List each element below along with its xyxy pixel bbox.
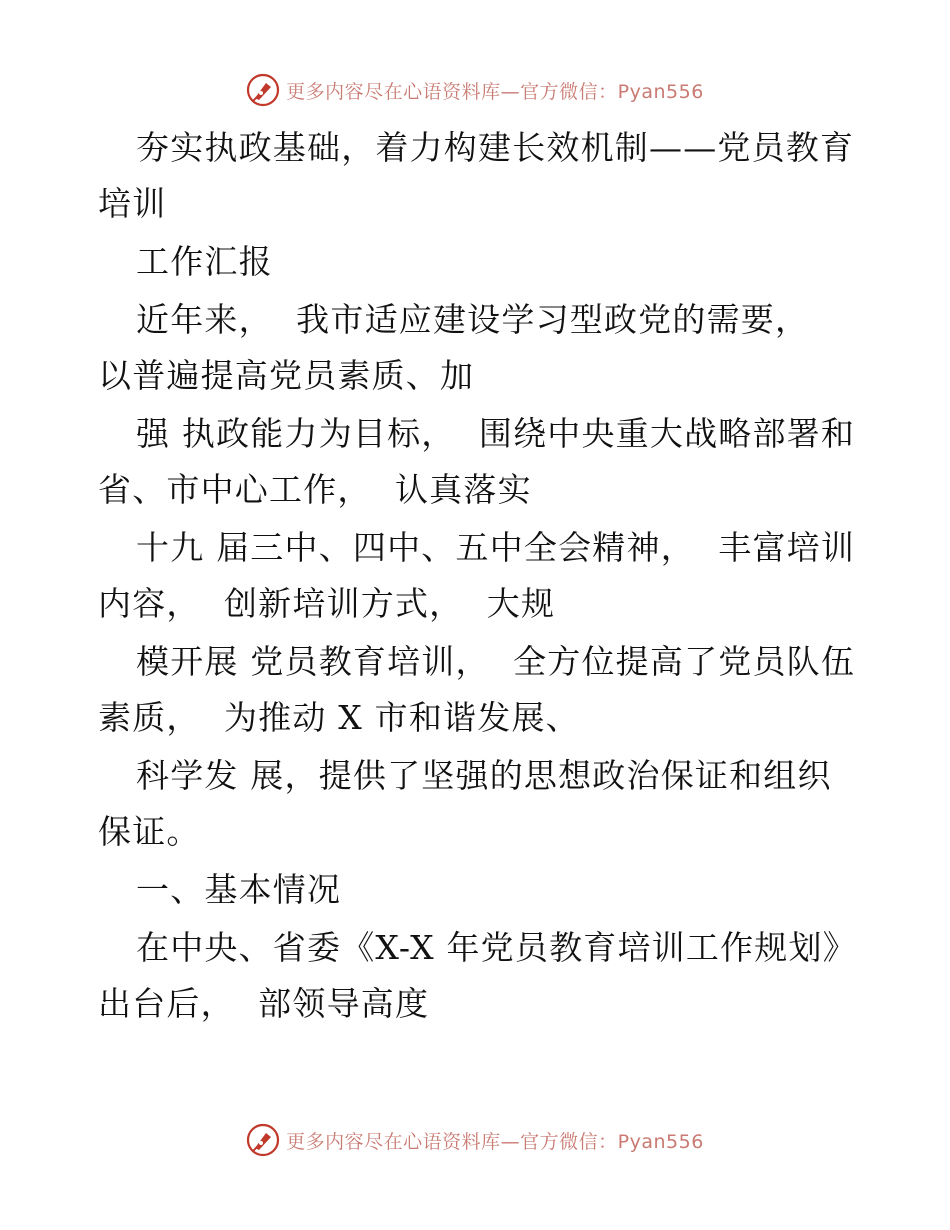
banner-text: 更多内容尽在心语资料库—官方微信：Pyan556 xyxy=(286,1130,704,1153)
pen-nib-logo-icon xyxy=(246,1123,280,1157)
document-body xyxy=(98,120,858,1034)
paragraph: 近年来， 我市适应建设学习型政党的需要， 以普遍提高党员素质、加 xyxy=(98,300,833,395)
header-banner xyxy=(0,70,950,110)
pen-nib-logo-icon xyxy=(246,73,280,107)
paragraph: 工作汇报 xyxy=(136,242,273,281)
paragraph: 十九 届三中、四中、五中全会精神， 丰富培训内容， 创新培训方式， 大规 xyxy=(98,528,856,623)
paragraph: 夯实执政基础，着力构建长效机制——党员教育培训 xyxy=(98,128,855,223)
banner-text: 更多内容尽在心语资料库—官方微信：Pyan556 xyxy=(286,80,704,103)
paragraph: 在中央、省委《X-X 年党员教育培训工作规划》出台后， 部领导高度 xyxy=(98,928,857,1023)
paragraph: 模开展 党员教育培训， 全方位提高了党员队伍素质， 为推动 X 市和谐发展、 xyxy=(98,642,856,737)
paragraph: 强 执政能力为目标， 围绕中央重大战略部署和省、市中心工作， 认真落实 xyxy=(98,414,856,509)
section-heading: 一、基本情况 xyxy=(136,870,342,909)
footer-banner xyxy=(0,1120,950,1160)
paragraph: 科学发 展，提供了坚强的思想政治保证和组织保证。 xyxy=(98,756,832,851)
